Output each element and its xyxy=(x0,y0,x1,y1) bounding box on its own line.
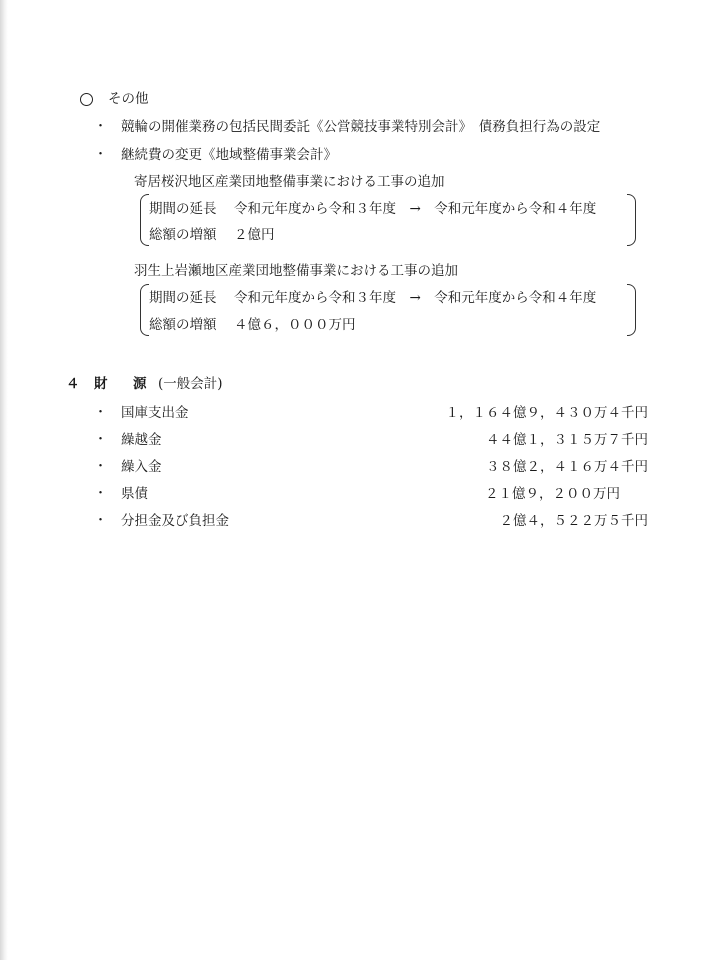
increase-value: ４億６，０００万円 xyxy=(234,317,356,333)
bullet-icon: ・ xyxy=(94,432,108,447)
bullet-icon: ・ xyxy=(94,486,108,501)
increase-label: 総額の増額 xyxy=(149,227,217,243)
period-value: 令和元年度から令和３年度 → 令和元年度から令和４年度 xyxy=(234,290,597,306)
increase-label: 総額の増額 xyxy=(149,317,217,333)
bracket-left xyxy=(140,194,149,246)
finance-label: 分担金及び負担金 xyxy=(121,513,229,529)
section-subtitle: (一般会計) xyxy=(158,376,223,392)
finance-label: 県債 xyxy=(121,486,148,502)
section-heading-finance: 財 源 xyxy=(94,376,153,392)
finance-amount: ３８億２，４１６万４千円 xyxy=(486,459,648,475)
period-value: 令和元年度から令和３年度 → 令和元年度から令和４年度 xyxy=(234,201,597,217)
finance-amount: ２１億９，２００万円 xyxy=(485,486,620,502)
bullet-icon: ・ xyxy=(94,459,108,474)
bracket-right xyxy=(627,284,636,336)
finance-label: 繰越金 xyxy=(121,432,162,448)
increase-value: ２億円 xyxy=(234,227,275,243)
page-edge-shadow xyxy=(0,0,8,960)
finance-amount: ２億４，５２２万５千円 xyxy=(499,513,648,529)
bullet-icon: ・ xyxy=(94,513,108,528)
finance-amount: ４４億１，３１５万７千円 xyxy=(486,432,648,448)
circle-marker-icon xyxy=(80,93,93,106)
list-item: 継続費の変更《地域整備事業会計》 xyxy=(121,147,337,163)
bracket-left xyxy=(140,284,149,336)
section-number: ４ xyxy=(66,376,80,392)
bullet-icon: ・ xyxy=(94,405,108,420)
project-title: 羽生上岩瀬地区産業団地整備事業における工事の追加 xyxy=(134,263,458,279)
bullet-icon: ・ xyxy=(94,119,108,134)
project-title: 寄居桜沢地区産業団地整備事業における工事の追加 xyxy=(134,174,445,190)
period-label: 期間の延長 xyxy=(149,201,217,217)
finance-label: 繰入金 xyxy=(121,459,162,475)
bracket-right xyxy=(627,194,636,246)
finance-amount: １，１６４億９，４３０万４千円 xyxy=(445,405,648,421)
section-heading-other: その他 xyxy=(108,91,149,107)
period-label: 期間の延長 xyxy=(149,290,217,306)
bullet-icon: ・ xyxy=(94,147,108,162)
finance-label: 国庫支出金 xyxy=(121,405,189,421)
list-item: 競輪の開催業務の包括民間委託《公営競技事業特別会計》 債務負担行為の設定 xyxy=(121,119,601,135)
